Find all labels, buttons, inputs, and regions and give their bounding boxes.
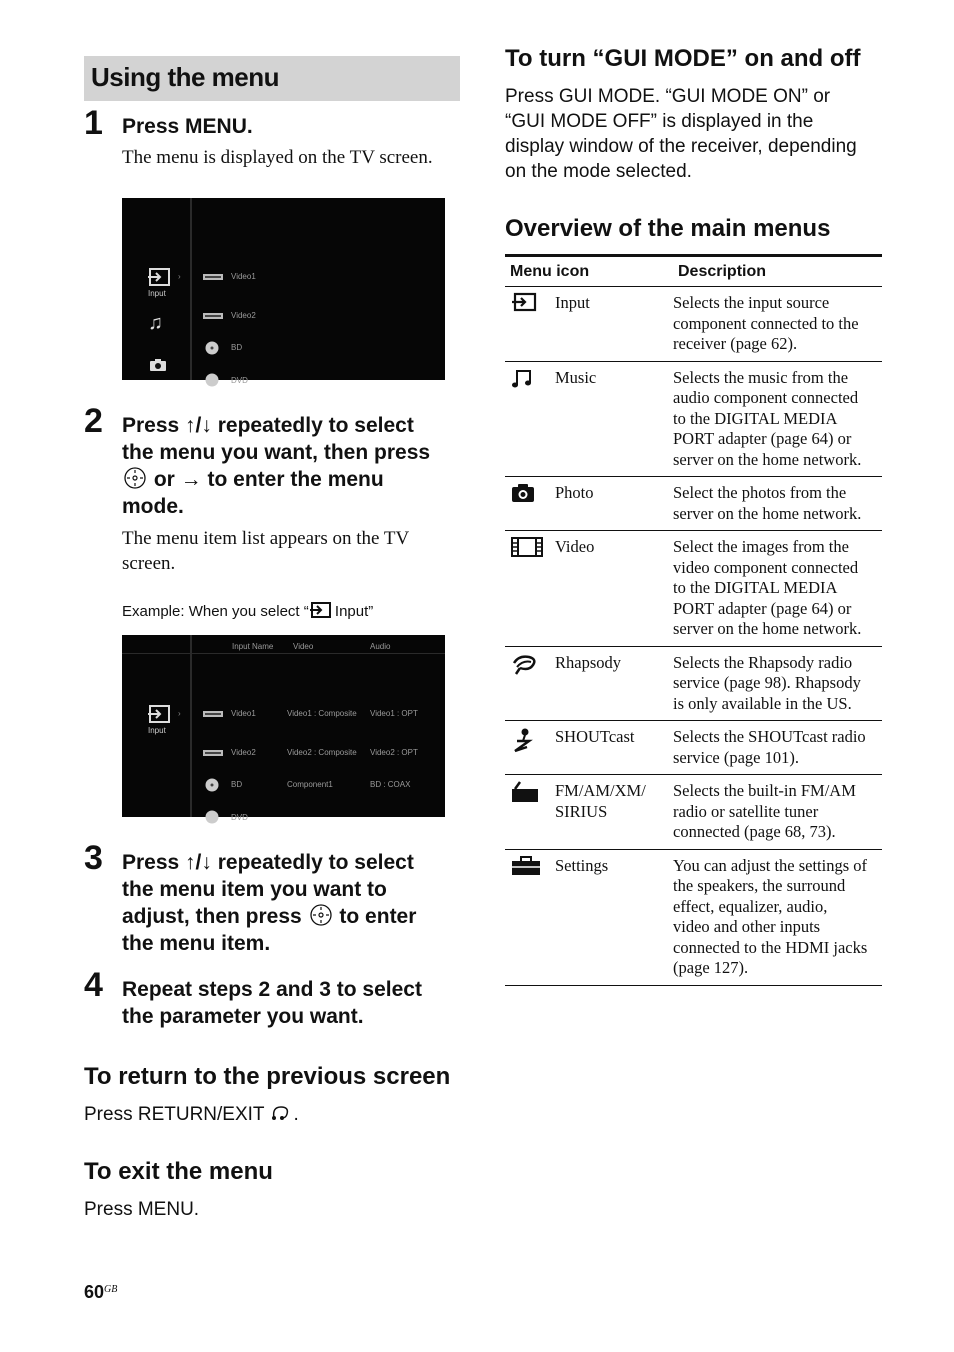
music-note-icon	[511, 368, 533, 390]
disc-icon	[205, 341, 219, 355]
step-4-heading-line: Repeat steps 2 and 3 to select	[122, 978, 422, 1001]
enter-button-icon	[308, 904, 334, 926]
menu-name-line: Photo	[555, 483, 594, 502]
step-2-heading-text: or → to enter the menu	[153, 468, 384, 491]
row3-video: Component1	[287, 780, 333, 789]
step-3-heading-line: the menu item you want to	[122, 878, 387, 901]
step-3-heading-text: adjust, then press	[122, 905, 302, 928]
icon-cell	[505, 477, 555, 531]
desc-line: connected (page 68, 73).	[673, 822, 836, 841]
desc-line: Select the images from the	[673, 537, 849, 556]
step-3-heading-line: Press ↑/↓ repeatedly to select	[122, 851, 414, 874]
screen2-input-label: Input	[148, 726, 166, 735]
camera-icon	[511, 483, 535, 503]
page-number-value: 60	[84, 1282, 105, 1302]
screen1-item-3: BD	[231, 343, 243, 352]
row1-audio: Video1 : OPT	[370, 709, 418, 718]
table-row	[505, 477, 882, 531]
gui-text-line: Press GUI MODE. “GUI MODE ON” or	[505, 86, 831, 107]
table-row	[505, 646, 882, 721]
section-title-bar	[84, 56, 460, 101]
menu-name	[555, 287, 673, 362]
menu-name	[555, 721, 673, 775]
step-3-number: 3	[84, 839, 103, 877]
selector-arrow: ›	[178, 272, 181, 281]
toolbox-icon	[511, 856, 541, 876]
row3-name: BD	[231, 780, 243, 789]
menu-name-line: SHOUTcast	[555, 727, 635, 746]
input-icon	[147, 705, 171, 723]
row2-audio: Video2 : OPT	[370, 748, 418, 757]
example-caption-prefix: Example: When you select “	[122, 603, 309, 620]
disc-icon	[205, 373, 219, 387]
input-icon	[511, 293, 537, 311]
section-title: Using the menu	[91, 62, 280, 92]
menu-name	[555, 477, 673, 531]
return-section-title: To return to the previous screen	[84, 1063, 451, 1090]
exit-section-text: Press MENU.	[84, 1199, 200, 1220]
header-video: Video	[293, 642, 314, 651]
example-caption	[122, 602, 373, 620]
hdmi-icon	[203, 312, 223, 320]
input-icon	[309, 602, 331, 618]
desc-line: connected to the HDMI jacks	[673, 937, 868, 957]
menu-description	[673, 775, 882, 850]
desc-line: Selects the music from the	[673, 367, 849, 387]
menu-description	[673, 361, 882, 477]
row3-audio: BD : COAX	[370, 780, 411, 789]
return-icon	[269, 1103, 293, 1121]
menu-name-line: Video	[555, 537, 595, 556]
table-row	[505, 287, 882, 362]
menu-name-line: Rhapsody	[555, 652, 621, 672]
desc-line: component connected to the	[673, 313, 859, 333]
return-text-end: .	[293, 1104, 299, 1125]
desc-line: audio component connected	[673, 388, 859, 407]
return-text: Press RETURN/EXIT	[84, 1104, 265, 1125]
desc-line: the speakers, the surround	[673, 876, 846, 895]
table-row	[505, 531, 882, 647]
menu-name	[555, 531, 673, 647]
step-3-heading-text: to enter	[339, 905, 417, 928]
rhapsody-icon	[511, 653, 539, 675]
icon-cell	[505, 721, 555, 775]
step-1-number: 1	[84, 104, 103, 142]
desc-line: server on the home network.	[673, 449, 862, 469]
step-3-heading-line	[122, 903, 462, 930]
gui-text-line: “GUI MODE OFF” is displayed in the	[505, 111, 814, 132]
page-number	[84, 1282, 117, 1303]
table-row	[505, 721, 882, 775]
gui-section-title: To turn “GUI MODE” on and off	[505, 45, 861, 72]
menu-description	[673, 531, 882, 647]
desc-line: PORT adapter (page 64) or	[673, 598, 852, 618]
table-row	[505, 775, 882, 850]
row1-name: Video1	[231, 709, 256, 718]
row1-video: Video1 : Composite	[287, 709, 357, 718]
selector-arrow: ›	[178, 709, 181, 718]
menu-name-line: Settings	[555, 855, 609, 875]
menu-name-line: SIRIUS	[555, 801, 608, 821]
desc-line: server on the home network.	[673, 503, 862, 523]
overview-title: Overview of the main menus	[505, 215, 831, 242]
hdmi-icon	[203, 710, 223, 718]
gui-section-text	[505, 84, 857, 184]
menu-description	[673, 287, 882, 362]
icon-cell	[505, 849, 555, 985]
camera-icon	[149, 358, 167, 372]
shoutcast-icon	[511, 727, 535, 755]
desc-line: video component connected	[673, 557, 859, 577]
menu-table-wrap	[505, 254, 882, 986]
step-2-number: 2	[84, 402, 103, 440]
icon-cell	[505, 287, 555, 362]
menu-name-line: Music	[555, 367, 597, 387]
col-header-menu-icon: Menu icon	[505, 256, 673, 287]
menu-name	[555, 849, 673, 985]
tv-input-list-screenshot	[122, 635, 445, 822]
step-2-heading-line: the menu you want, then press	[122, 441, 431, 464]
example-caption-suffix: Input”	[330, 603, 374, 620]
step-2-heading-line	[122, 466, 462, 493]
tuner-icon	[511, 781, 539, 803]
step-3-heading	[122, 849, 462, 957]
screen1-item-4: DVD	[231, 376, 248, 385]
table-row	[505, 849, 882, 985]
page-number-suffix: GB	[104, 1284, 118, 1295]
enter-button-icon	[122, 467, 148, 489]
gui-text-line: on the mode selected.	[505, 161, 692, 182]
table-header-row	[505, 256, 882, 287]
step-2-heading-line: Press ↑/↓ repeatedly to select	[122, 414, 414, 437]
desc-line: to the DIGITAL MEDIA	[673, 578, 838, 597]
menu-name-line: FM/AM/XM/	[555, 781, 646, 800]
col-header-description: Description	[673, 256, 882, 287]
menu-name	[555, 361, 673, 477]
menu-description	[673, 721, 882, 775]
input-icon	[147, 268, 171, 286]
return-section-text	[84, 1102, 299, 1127]
desc-line: is only available in the US.	[673, 693, 852, 713]
header-rule	[122, 653, 445, 654]
header-audio: Audio	[370, 642, 391, 651]
desc-line: Selects the SHOUTcast radio	[673, 727, 866, 746]
screen1-input-label: Input	[148, 289, 166, 298]
screen1-item-1: Video1	[231, 272, 256, 281]
step-1-heading: Press MENU.	[122, 115, 253, 138]
step-2-heading-line: mode.	[122, 495, 184, 518]
row4-name: DVD	[231, 813, 248, 822]
tv-menu-screenshot	[122, 198, 445, 385]
row2-video: Video2 : Composite	[287, 748, 357, 757]
icon-cell	[505, 646, 555, 721]
desc-line: Select the photos from the	[673, 483, 847, 502]
header-input-name: Input Name	[232, 642, 274, 651]
table-row	[505, 361, 882, 477]
step-2-body	[122, 526, 409, 576]
icon-cell	[505, 531, 555, 647]
menu-name-line: Input	[555, 293, 590, 312]
menu-description	[673, 646, 882, 721]
desc-line: video and other inputs	[673, 917, 821, 936]
step-4-heading	[122, 976, 462, 1030]
desc-line: receiver (page 62).	[673, 334, 798, 353]
desc-line: server on the home network.	[673, 619, 862, 638]
gui-text-line: display window of the receiver, depending	[505, 136, 857, 157]
music-note-icon: ♫	[148, 312, 163, 334]
step-3-heading-line: the menu item.	[122, 932, 271, 955]
menu-name	[555, 646, 673, 721]
desc-line: service (page 98). Rhapsody	[673, 673, 861, 692]
desc-line: to the DIGITAL MEDIA	[673, 408, 838, 428]
hdmi-icon	[203, 749, 223, 757]
desc-line: radio or satellite tuner	[673, 801, 819, 821]
step-1-body: The menu is displayed on the TV screen.	[122, 147, 433, 168]
menu-description	[673, 849, 882, 985]
row2-name: Video2	[231, 748, 256, 757]
screen1-item-2: Video2	[231, 311, 256, 320]
desc-line: effect, equalizer, audio,	[673, 896, 828, 916]
menu-description	[673, 477, 882, 531]
menu-table	[505, 254, 882, 986]
step-2-body-line: screen.	[122, 553, 176, 574]
icon-cell	[505, 775, 555, 850]
hdmi-icon	[203, 273, 223, 281]
film-strip-icon	[511, 537, 543, 557]
menu-name	[555, 775, 673, 850]
disc-icon	[205, 810, 219, 824]
desc-line: Selects the Rhapsody radio	[673, 652, 853, 672]
desc-line: Selects the built-in FM/AM	[673, 781, 856, 800]
desc-line: You can adjust the settings of	[673, 855, 868, 875]
desc-line: PORT adapter (page 64) or	[673, 429, 852, 448]
desc-line: service (page 101).	[673, 747, 799, 767]
step-4-heading-line: the parameter you want.	[122, 1005, 364, 1028]
step-2-heading	[122, 412, 462, 520]
desc-line: (page 127).	[673, 958, 749, 977]
step-4-number: 4	[84, 966, 103, 1004]
step-2-body-line: The menu item list appears on the TV	[122, 528, 410, 549]
disc-icon	[205, 778, 219, 792]
icon-cell	[505, 361, 555, 477]
exit-section-title: To exit the menu	[84, 1158, 273, 1185]
desc-line: Selects the input source	[673, 293, 830, 312]
